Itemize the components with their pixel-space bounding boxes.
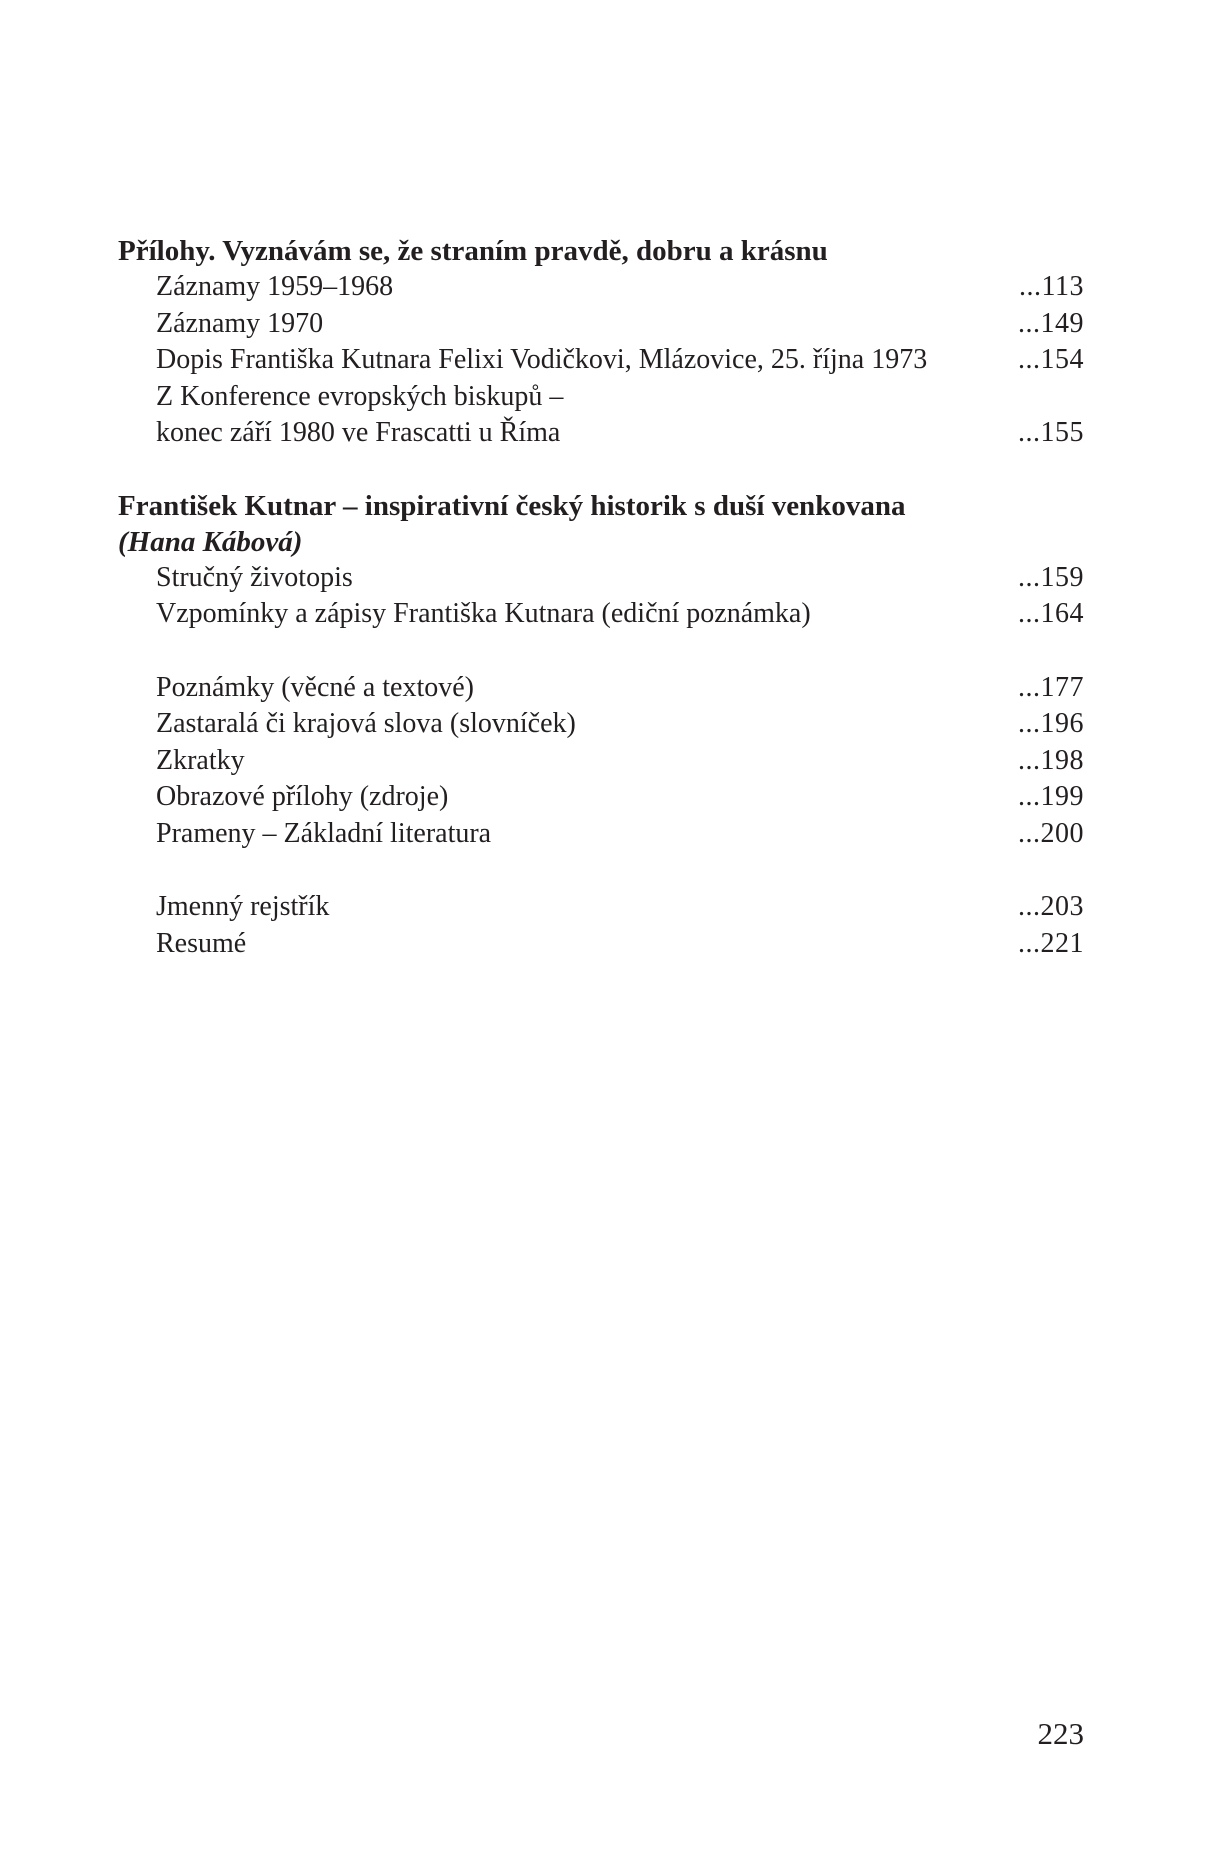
toc-entry xyxy=(118,706,1084,743)
toc-entry-title: Záznamy 1959–1968 xyxy=(156,271,394,302)
section-heading-prilohy: Přílohy. Vyznávám se, že straním pravdě, dobru a krásnu xyxy=(118,235,828,267)
section-spacer xyxy=(118,452,1084,488)
toc-entry-page: ...200 xyxy=(1018,817,1084,849)
toc-entry-title: Obrazové přílohy (zdroje) xyxy=(156,781,449,812)
section-spacer xyxy=(118,852,1084,889)
toc-entry-page: ...199 xyxy=(1018,781,1084,812)
toc-entry-page: ...177 xyxy=(1018,671,1084,703)
toc-entry-title: Vzpomínky a zápisy Františka Kutnara (ediční poznámka) xyxy=(156,598,811,629)
toc-entry xyxy=(118,779,1084,816)
toc-entry-title: Resumé xyxy=(156,927,247,959)
toc-entry-title: Jmenný rejstřík xyxy=(156,891,330,922)
page-number: 223 xyxy=(1037,1716,1084,1751)
section-heading-kutnar: František Kutnar – inspirativní český historik s duší venkovana xyxy=(118,489,906,522)
toc-entry-page: ...164 xyxy=(1018,598,1084,629)
toc-entry-title: Prameny – Základní literatura xyxy=(156,817,492,849)
toc-entry-page: ...203 xyxy=(1018,891,1084,922)
toc-entry xyxy=(118,670,1084,707)
toc-entry-title: Stručný životopis xyxy=(156,561,353,593)
toc-entry xyxy=(118,415,1084,452)
toc-entry-title: Dopis Františka Kutnara Felixi Vodičkovi, Mlázovice, 25. října 1973 xyxy=(156,344,928,375)
toc-entry-page: ...196 xyxy=(1018,708,1084,739)
toc-entry xyxy=(118,816,1084,853)
toc-entry xyxy=(118,269,1084,306)
toc-entry xyxy=(118,560,1084,597)
toc-entry xyxy=(118,889,1084,926)
toc-entry-page: ...155 xyxy=(1018,417,1084,448)
toc-entry-title: Z Konference evropských biskupů – xyxy=(156,380,564,412)
section-author: (Hana Kábová) xyxy=(118,525,303,558)
toc-entry xyxy=(118,342,1084,379)
toc-entry-page: ...198 xyxy=(1018,744,1084,776)
section-spacer xyxy=(118,633,1084,670)
toc-entry-title: Zkratky xyxy=(156,744,245,776)
toc-entry-page: ...154 xyxy=(1018,344,1084,375)
toc-entry xyxy=(118,306,1084,343)
toc-entry xyxy=(118,379,1084,416)
toc-entry-page: ...221 xyxy=(1018,927,1084,959)
toc-entry-title: Záznamy 1970 xyxy=(156,307,324,339)
toc-entry-title: konec září 1980 ve Frascatti u Říma xyxy=(156,417,561,448)
table-of-contents xyxy=(118,233,1084,962)
toc-entry xyxy=(118,743,1084,780)
toc-entry xyxy=(118,596,1084,633)
toc-entry-title: Poznámky (věcné a textové) xyxy=(156,671,474,703)
toc-entry-page: ...113 xyxy=(1019,271,1084,302)
toc-entry-title: Zastaralá či krajová slova (slovníček) xyxy=(156,708,576,739)
toc-entry-page: ...159 xyxy=(1018,561,1084,593)
toc-entry xyxy=(118,926,1084,963)
toc-entry-page: ...149 xyxy=(1018,307,1084,339)
